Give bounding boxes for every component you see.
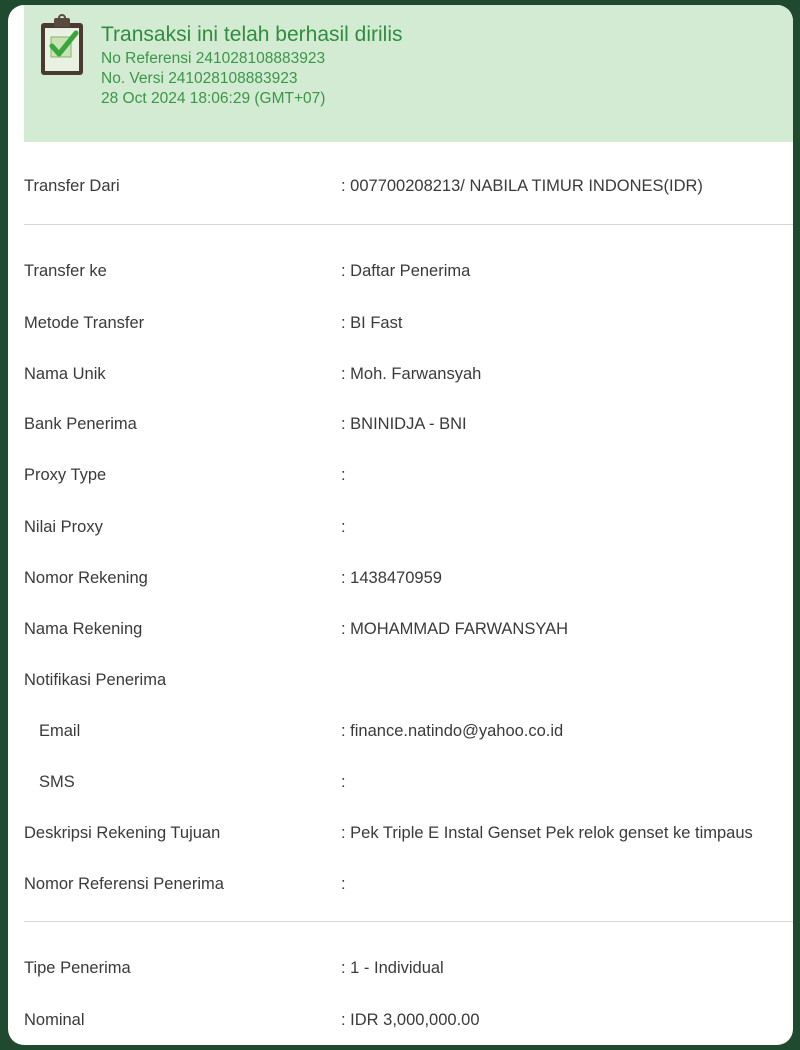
row-transfer-dari <box>24 177 793 207</box>
value-metode-transfer: : BI Fast <box>341 314 403 332</box>
row-metode-transfer <box>24 314 793 344</box>
value-deskripsi-rekening-tujuan: : Pek Triple E Instal Genset Pek relok genset ke timpaus <box>341 824 753 842</box>
value-nominal: : IDR 3,000,000.00 <box>341 1011 480 1029</box>
label-bank-penerima: Bank Penerima <box>24 415 137 433</box>
row-bank-penerima <box>24 415 793 445</box>
label-transfer-dari: Transfer Dari <box>24 177 120 195</box>
banner-text <box>101 21 403 109</box>
row-nama-unik <box>24 365 793 395</box>
value-email: : finance.natindo@yahoo.co.id <box>341 722 564 740</box>
row-nominal <box>24 1011 793 1041</box>
success-banner <box>24 5 793 142</box>
label-notifikasi-penerima: Notifikasi Penerima <box>24 671 167 689</box>
divider <box>24 224 793 225</box>
label-deskripsi-rekening-tujuan: Deskripsi Rekening Tujuan <box>24 824 221 842</box>
divider <box>24 921 793 922</box>
value-tipe-penerima: : 1 - Individual <box>341 959 444 977</box>
row-nomor-rekening <box>24 569 793 599</box>
clipboard-check-icon <box>38 13 86 79</box>
value-bank-penerima: : BNINIDJA - BNI <box>341 415 467 433</box>
value-nama-unik: : Moh. Farwansyah <box>341 365 482 383</box>
row-email <box>24 722 793 752</box>
label-nama-unik: Nama Unik <box>24 365 106 383</box>
row-deskripsi-rekening-tujuan <box>24 824 793 854</box>
value-transfer-dari: : 007700208213/ NABILA TIMUR INDONES(IDR) <box>341 177 703 195</box>
transaction-detail-card <box>8 5 793 1045</box>
label-sms: SMS <box>39 773 75 791</box>
label-metode-transfer: Metode Transfer <box>24 314 145 332</box>
label-nilai-proxy: Nilai Proxy <box>24 518 103 536</box>
value-nomor-rekening: : 1438470959 <box>341 569 442 587</box>
row-tipe-penerima <box>24 959 793 989</box>
row-notifikasi-penerima <box>24 671 793 701</box>
row-transfer-ke <box>24 262 793 292</box>
value-nilai-proxy: : <box>341 518 346 536</box>
version-number: No. Versi 241028108883923 <box>101 70 298 87</box>
value-nama-rekening: : MOHAMMAD FARWANSYAH <box>341 620 569 638</box>
value-proxy-type: : <box>341 466 346 484</box>
label-nomor-referensi-penerima: Nomor Referensi Penerima <box>24 875 224 893</box>
row-sms <box>24 773 793 803</box>
row-proxy-type <box>24 466 793 496</box>
value-sms: : <box>341 773 346 791</box>
row-nomor-referensi-penerima <box>24 875 793 905</box>
label-tipe-penerima: Tipe Penerima <box>24 959 131 977</box>
label-nama-rekening: Nama Rekening <box>24 620 143 638</box>
label-proxy-type: Proxy Type <box>24 466 107 484</box>
label-nomor-rekening: Nomor Rekening <box>24 569 148 587</box>
value-nomor-referensi-penerima: : <box>341 875 346 893</box>
row-nama-rekening <box>24 620 793 650</box>
label-email: Email <box>39 722 81 740</box>
label-transfer-ke: Transfer ke <box>24 262 107 280</box>
reference-number: No Referensi 241028108883923 <box>101 50 326 67</box>
row-nilai-proxy <box>24 518 793 548</box>
label-nominal: Nominal <box>24 1011 85 1029</box>
transaction-datetime: 28 Oct 2024 18:06:29 (GMT+07) <box>101 90 326 107</box>
banner-title: Transaksi ini telah berhasil dirilis <box>101 23 403 46</box>
value-transfer-ke: : Daftar Penerima <box>341 262 471 280</box>
